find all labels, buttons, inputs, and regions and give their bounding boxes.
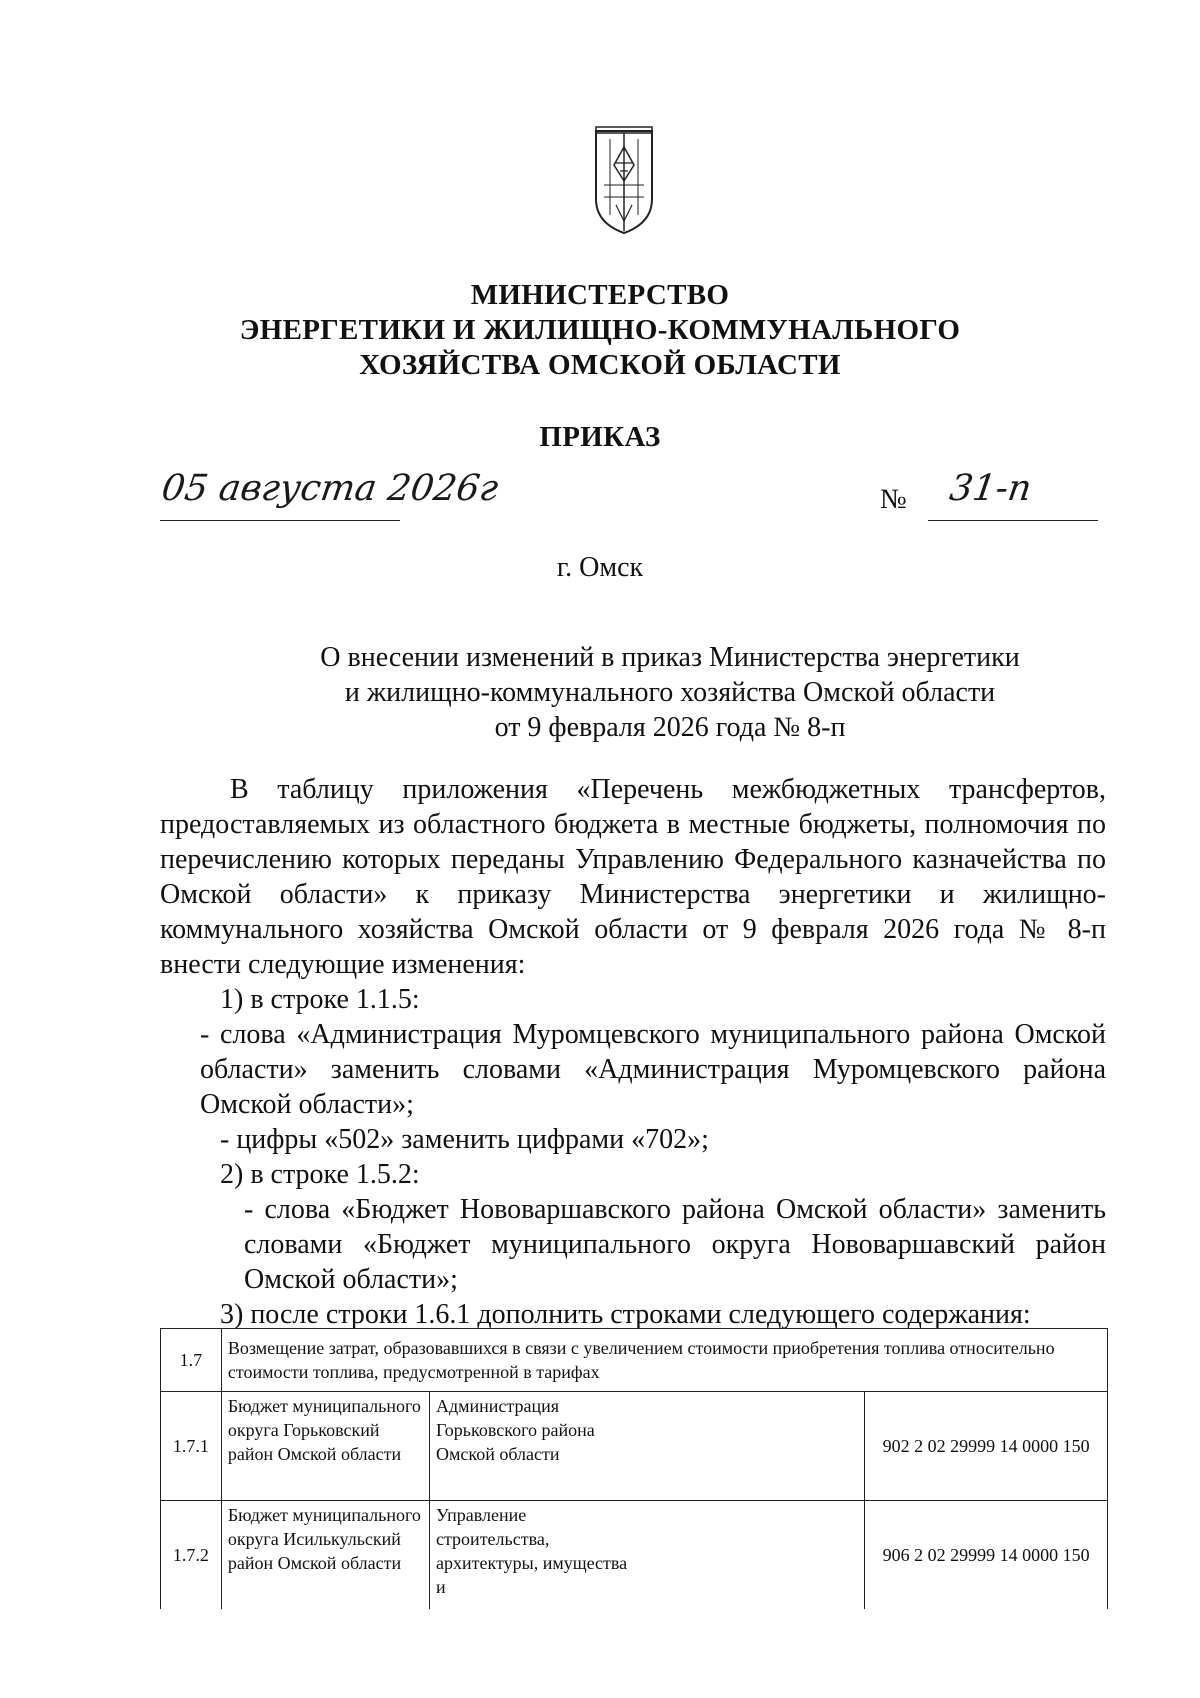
item-3: 3) после строки 1.6.1 дополнить строками следующего содержания: <box>220 1299 1031 1330</box>
row-budget-code: 906 2 02 29999 14 0000 150 <box>865 1501 1108 1610</box>
item-2: 2) в строке 1.5.2: <box>220 1159 420 1190</box>
item-1-change-b: - цифры «502» заменить цифрами «702»; <box>220 1124 709 1155</box>
order-date <box>159 468 501 528</box>
ministry-name-line: ХОЗЯЙСТВА ОМСКОЙ ОБЛАСТИ <box>359 349 841 381</box>
row-administrator: Управление строительства, архитектуры, имущества и <box>429 1501 637 1610</box>
item-1: 1) в строке 1.1.5: <box>220 984 420 1015</box>
row-budget: Бюджет муниципального округа Исилькульский район Омской области <box>221 1501 429 1610</box>
row-number: 1.7.2 <box>161 1501 222 1610</box>
row-budget-code: 902 2 02 29999 14 0000 150 <box>865 1392 1108 1501</box>
transfers-table <box>160 1328 1108 1609</box>
row-administrator: Администрация Горьковского района Омской области <box>429 1392 637 1501</box>
table-row <box>161 1501 1108 1610</box>
ministry-name-line: ЭНЕРГЕТИКИ И ЖИЛИЩНО-КОММУНАЛЬНОГО <box>239 314 961 346</box>
subject-line: и жилищно-коммунального хозяйства Омской области <box>344 677 996 708</box>
date-handwritten: 05 августа 2026г <box>159 468 501 509</box>
row-number: 1.7 <box>161 1329 222 1392</box>
subject-line: О внесении изменений в приказ Министерства энергетики <box>320 642 1020 673</box>
order-body <box>160 772 1106 1332</box>
row-number: 1.7.1 <box>161 1392 222 1501</box>
document-type: ПРИКАЗ <box>539 421 661 453</box>
ministry-name <box>0 278 1200 383</box>
city: г. Омск <box>556 552 644 583</box>
row-empty-cell <box>637 1501 865 1610</box>
row-budget: Бюджет муниципального округа Горьковский район Омской области <box>221 1392 429 1501</box>
table-row <box>161 1329 1108 1392</box>
subject-line: от 9 февраля 2026 года № 8-п <box>494 712 846 743</box>
intro-paragraph: В таблицу приложения «Перечень межбюджетных трансфертов, предоставляемых из областного бюджета в местные бюджеты, полномочия по перечислению которых переданы Управлению Федерального казначейства по Омской области» к приказу Министерства энергетики и жилищно-коммунального хозяйства Омской области от 9 февраля 2026 года № 8-п внести следующие изменения: <box>160 774 1106 980</box>
row-description: Возмещение затрат, образовавшихся в связи с увеличением стоимости приобретения топлива относительно стоимости топлива, предусмотренной в тарифах <box>221 1329 1107 1392</box>
number-handwritten: 31-п <box>947 468 1035 509</box>
coat-of-arms-emblem <box>590 125 658 237</box>
table-row <box>161 1392 1108 1501</box>
order-number <box>880 468 1100 528</box>
item-1-change-a: - слова «Администрация Муромцевского муниципального района Омской области» заменить словами «Администрация Муромцевского района Омской области»; <box>200 1019 1106 1120</box>
number-underline <box>928 520 1098 521</box>
number-sign: № <box>880 484 907 515</box>
order-subject <box>260 640 1080 745</box>
item-2-change-a: - слова «Бюджет Нововаршавского района Омской области» заменить словами «Бюджет муниципального округа Нововаршавский район Омской области»; <box>244 1194 1106 1295</box>
date-underline <box>160 520 400 521</box>
ministry-name-line: МИНИСТЕРСТВО <box>470 279 730 311</box>
row-empty-cell <box>637 1392 865 1501</box>
